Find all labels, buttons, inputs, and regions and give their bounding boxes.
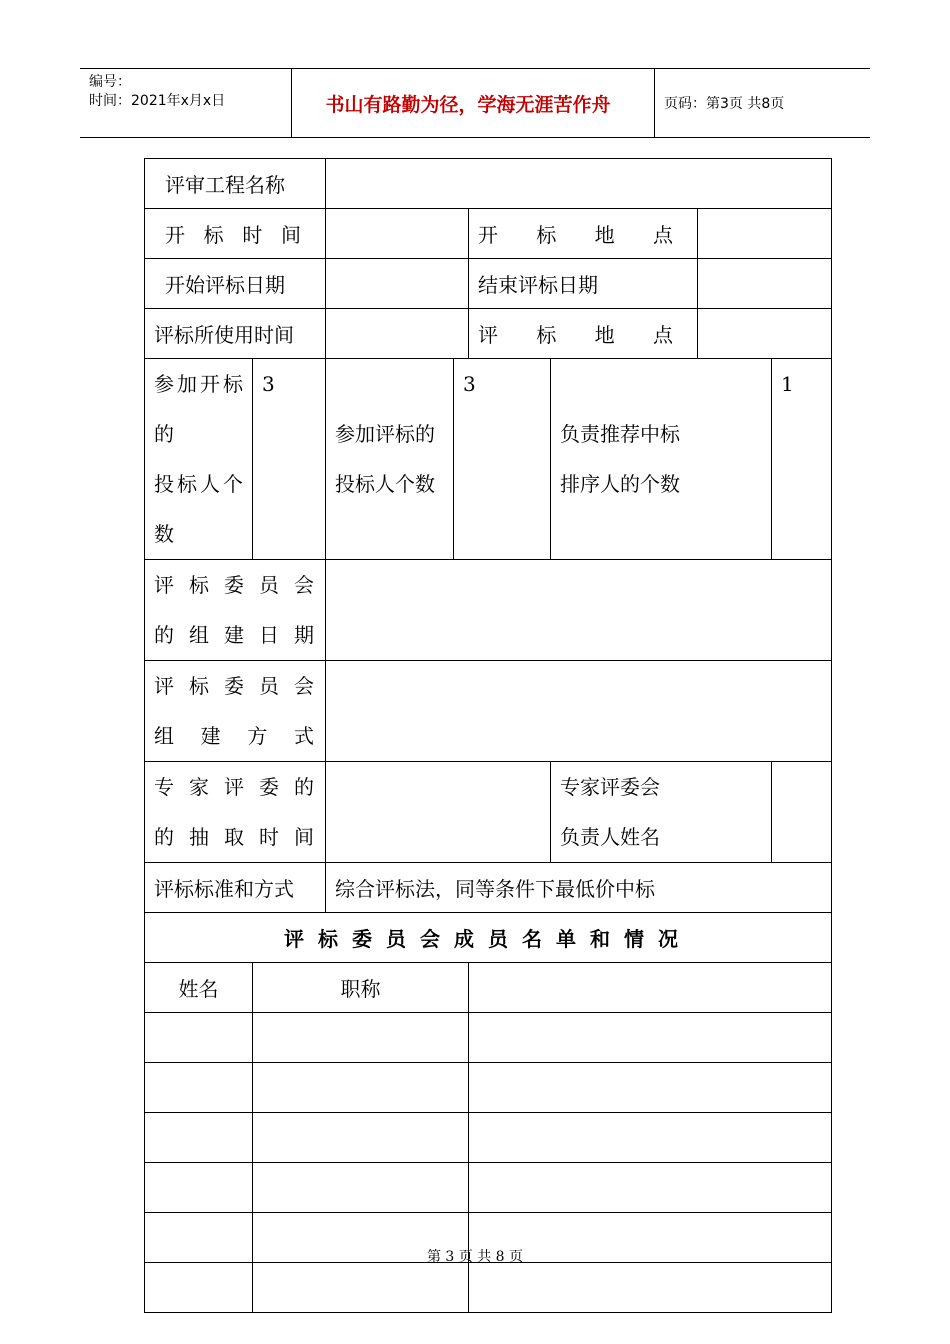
header-meta [80, 69, 292, 137]
form-row [145, 762, 832, 863]
form-row [145, 259, 832, 309]
member-name-cell[interactable] [145, 1013, 253, 1063]
recommend-value[interactable]: 1 [772, 359, 832, 560]
header-page-info: 页码：第3页 共8页 [664, 96, 785, 112]
expert-leader-label-2: 负责人姓名 [560, 825, 660, 849]
form-row [145, 913, 832, 963]
table-row [145, 1263, 832, 1313]
expert-leader-label-1: 专家评委会 [560, 775, 660, 799]
bidders-eval-label-2: 投标人个数 [335, 472, 435, 496]
table-row [145, 1163, 832, 1213]
table-row [145, 1113, 832, 1163]
expert-time-label-1: 专家评委的 [154, 775, 314, 799]
bidders-open-label-1: 参加开标的 [154, 372, 243, 446]
form-row [145, 560, 832, 661]
evaluation-form-table [144, 158, 832, 1313]
committee-date-label-1: 评标委员会 [154, 573, 314, 597]
table-row [145, 1063, 832, 1113]
committee-method-label-2: 组建方式 [154, 724, 314, 748]
time-label: 时间：2021年x月x日 [89, 93, 226, 109]
page-header [80, 68, 870, 138]
expert-leader-value[interactable] [772, 762, 832, 863]
committee-method-label-1: 评标委员会 [154, 674, 314, 698]
open-place-label: 开标地点 [478, 223, 673, 247]
member-extra-cell[interactable] [469, 1263, 832, 1313]
expert-time-value[interactable] [326, 762, 551, 863]
end-date-label: 结束评标日期 [469, 259, 698, 309]
member-title-cell[interactable] [253, 1163, 469, 1213]
criteria-label: 评标标准和方式 [145, 863, 326, 913]
member-extra-cell[interactable] [469, 1013, 832, 1063]
end-date-value[interactable] [698, 259, 832, 309]
member-extra-cell[interactable] [469, 1113, 832, 1163]
member-name-cell[interactable] [145, 1063, 253, 1113]
committee-date-value[interactable] [326, 560, 832, 661]
expert-time-label-2: 的抽取时间 [154, 825, 314, 849]
committee-date-label-2: 的组建日期 [154, 623, 314, 647]
member-title-cell[interactable] [253, 1013, 469, 1063]
project-name-label: 评审工程名称 [145, 159, 326, 209]
member-name-cell[interactable] [145, 1163, 253, 1213]
form-row [145, 209, 832, 259]
member-name-cell[interactable] [145, 1113, 253, 1163]
eval-place-label: 评标地点 [478, 323, 673, 347]
duration-label: 评标所使用时间 [145, 309, 326, 359]
start-date-value[interactable] [326, 259, 469, 309]
bidders-open-value[interactable]: 3 [253, 359, 326, 560]
criteria-value[interactable]: 综合评标法，同等条件下最低价中标 [326, 863, 832, 913]
table-row [145, 1013, 832, 1063]
page-footer: 第 3 页 共 8 页 [426, 1249, 524, 1265]
col-title-header: 职称 [253, 963, 469, 1013]
number-label: 编号： [89, 74, 131, 90]
member-title-cell[interactable] [253, 1063, 469, 1113]
form-row [145, 159, 832, 209]
members-title: 评标委员会成员名单和情况 [145, 913, 832, 963]
bidders-open-label-2: 投标人个数 [154, 472, 243, 546]
form-row [145, 863, 832, 913]
member-title-cell[interactable] [253, 1263, 469, 1313]
members-header-row [145, 963, 832, 1013]
form-row [145, 359, 832, 560]
member-name-cell[interactable] [145, 1263, 253, 1313]
duration-value[interactable] [326, 309, 469, 359]
bidders-eval-value[interactable]: 3 [454, 359, 551, 560]
form-row [145, 309, 832, 359]
start-date-label: 开始评标日期 [145, 259, 326, 309]
eval-place-value[interactable] [698, 309, 832, 359]
recommend-label-2: 排序人的个数 [560, 472, 680, 496]
col-extra-header [469, 963, 832, 1013]
open-time-value[interactable] [326, 209, 469, 259]
bidders-eval-label-1: 参加评标的 [335, 422, 435, 446]
header-slogan: 书山有路勤为径，学海无涯苦作舟 [282, 69, 655, 137]
committee-method-value[interactable] [326, 661, 832, 762]
form-row [145, 661, 832, 762]
col-name-header: 姓名 [145, 963, 253, 1013]
member-extra-cell[interactable] [469, 1063, 832, 1113]
project-name-value[interactable] [326, 159, 832, 209]
open-place-value[interactable] [698, 209, 832, 259]
open-time-label: 开标时间 [165, 223, 301, 247]
member-extra-cell[interactable] [469, 1163, 832, 1213]
member-title-cell[interactable] [253, 1113, 469, 1163]
recommend-label-1: 负责推荐中标 [560, 422, 680, 446]
